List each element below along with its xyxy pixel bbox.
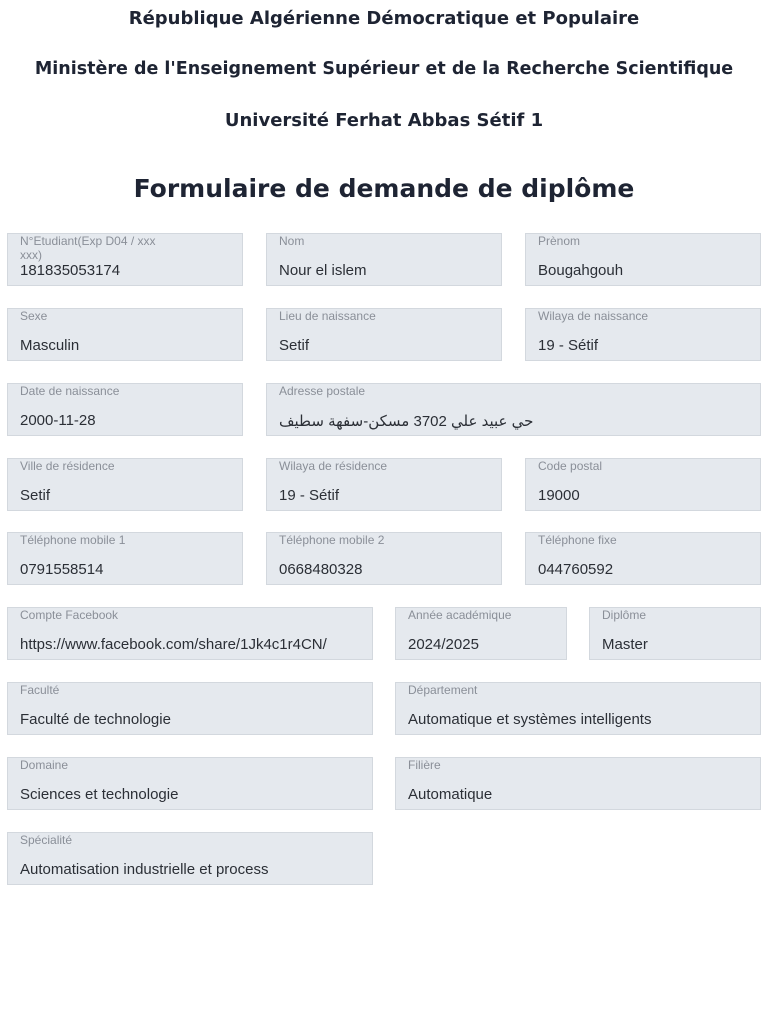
prenom-label: Prènom <box>538 234 581 248</box>
tel-mobile2-label: Téléphone mobile 2 <box>279 533 385 547</box>
adresse-field[interactable] <box>266 383 761 436</box>
annee-academique-label: Année académique <box>408 608 512 622</box>
wilaya-residence-label: Wilaya de résidence <box>279 459 388 473</box>
faculte-field[interactable] <box>7 682 373 735</box>
tel-mobile2-value: 0668480328 <box>279 561 363 578</box>
lieu-naissance-value: Setif <box>279 337 310 354</box>
departement-value: Automatique et systèmes intelligents <box>408 711 652 728</box>
domaine-value: Sciences et technologie <box>20 786 179 803</box>
student-id-value: 181835053174 <box>20 262 121 279</box>
sexe-value: Masculin <box>20 337 80 354</box>
filiere-value: Automatique <box>408 786 493 803</box>
tel-fixe-value: 044760592 <box>538 561 614 578</box>
prenom-field[interactable] <box>525 233 761 286</box>
page-title: Formulaire de demande de diplôme <box>133 174 635 203</box>
domaine-field[interactable] <box>7 757 373 810</box>
republic-heading: République Algérienne Démocratique et Populaire <box>128 8 640 29</box>
tel-mobile1-value: 0791558514 <box>20 561 104 578</box>
diplome-field[interactable] <box>589 607 761 660</box>
specialite-field[interactable] <box>7 832 373 885</box>
departement-field[interactable] <box>395 682 761 735</box>
faculte-value: Faculté de technologie <box>20 711 171 728</box>
nom-field[interactable] <box>266 233 502 286</box>
university-heading: Université Ferhat Abbas Sétif 1 <box>224 110 544 131</box>
ville-residence-value: Setif <box>20 487 51 504</box>
wilaya-residence-field[interactable] <box>266 458 502 511</box>
diplome-label: Diplôme <box>602 608 647 622</box>
code-postal-field[interactable] <box>525 458 761 511</box>
facebook-value: https://www.facebook.com/share/1Jk4c1r4CN/ <box>20 636 327 653</box>
specialite-value: Automatisation industrielle et process <box>20 861 269 878</box>
annee-academique-field[interactable] <box>395 607 567 660</box>
ville-residence-label: Ville de résidence <box>20 459 115 473</box>
facebook-label: Compte Facebook <box>20 608 119 622</box>
wilaya-naissance-value: 19 - Sétif <box>538 337 599 354</box>
lieu-naissance-field[interactable] <box>266 308 502 361</box>
facebook-field[interactable] <box>7 607 373 660</box>
student-id-field[interactable] <box>7 233 243 286</box>
faculte-label: Faculté <box>20 683 60 697</box>
nom-label: Nom <box>279 234 305 248</box>
nom-value: Nour el islem <box>279 262 367 279</box>
date-naissance-value: 2000-11-28 <box>20 412 96 429</box>
code-postal-label: Code postal <box>538 459 603 473</box>
filiere-field[interactable] <box>395 757 761 810</box>
sexe-label: Sexe <box>20 309 48 323</box>
prenom-value: Bougahgouh <box>538 262 624 279</box>
tel-mobile2-field[interactable] <box>266 532 502 585</box>
adresse-value: حي عبيد علي 3702 مسكن-سفهة سطيف <box>279 413 534 430</box>
lieu-naissance-label: Lieu de naissance <box>279 309 376 323</box>
wilaya-naissance-field[interactable] <box>525 308 761 361</box>
domaine-label: Domaine <box>20 758 69 772</box>
date-naissance-field[interactable] <box>7 383 243 436</box>
student-id-label: N°Etudiant(Exp D04 / xxx xxx) <box>20 234 156 262</box>
diplome-value: Master <box>602 636 648 653</box>
tel-fixe-field[interactable] <box>525 532 761 585</box>
departement-label: Département <box>408 683 478 697</box>
ville-residence-field[interactable] <box>7 458 243 511</box>
adresse-label: Adresse postale <box>279 384 366 398</box>
specialite-label: Spécialité <box>20 833 73 847</box>
tel-mobile1-field[interactable] <box>7 532 243 585</box>
wilaya-naissance-label: Wilaya de naissance <box>538 309 649 323</box>
ministry-heading: Ministère de l'Enseignement Supérieur et de la Recherche Scientifique <box>34 59 734 79</box>
filiere-label: Filière <box>408 758 441 772</box>
tel-fixe-label: Téléphone fixe <box>538 533 617 547</box>
code-postal-value: 19000 <box>538 487 580 504</box>
wilaya-residence-value: 19 - Sétif <box>279 487 340 504</box>
sexe-field[interactable] <box>7 308 243 361</box>
tel-mobile1-label: Téléphone mobile 1 <box>20 533 126 547</box>
date-naissance-label: Date de naissance <box>20 384 120 398</box>
annee-academique-value: 2024/2025 <box>408 636 479 653</box>
